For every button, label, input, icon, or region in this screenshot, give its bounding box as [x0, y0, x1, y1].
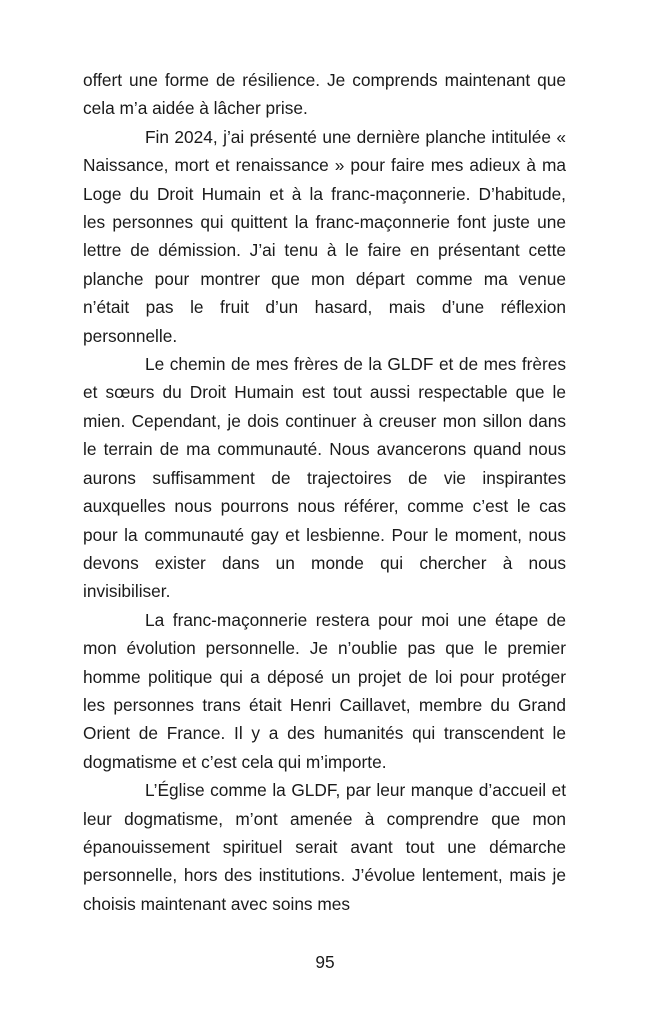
paragraph-church-and-gldf: L’Église comme la GLDF, par leur manque d’accueil et leur dogmatisme, m’ont amenée à comprendre que mon épanouissement spirituel serait avant tout une démarche personnelle, hors des institutions. J’évolue lentement, mais je choisis maintenant avec soins mes [83, 780, 566, 914]
page-body [83, 66, 566, 918]
paragraph-continuation: offert une forme de résilience. Je comprends maintenant que cela m’a aidée à lâcher prise. [83, 70, 566, 119]
paragraph-freemasonry-stage: La franc-maçonnerie restera pour moi une étape de mon évolution personnelle. Je n’oublie pas que le premier homme politique qui a déposé un projet de loi pour protéger les personnes trans était Henri Caillavet, membre du Grand Orient de France. Il y a des humanités qui transcendent le dogmatisme et c’est cela qui m’importe. [83, 609, 566, 772]
paragraph-farewell-planche: Fin 2024, j’ai présenté une dernière planche intitulée « Naissance, mort et renaissance » pour faire mes adieux à ma Loge du Droit Humain et à la franc-maçonnerie. D’habitude, les personnes qui quittent la franc-maçonnerie font juste une lettre de démission. J’ai tenu à le faire en présentant cette planche pour montrer que mon départ comme ma venue n’était pas le fruit d’un hasard, mais d’une réflexion personnelle. [83, 126, 566, 346]
paragraph-path-of-brothers: Le chemin de mes frères de la GLDF et de mes frères et sœurs du Droit Humain est tout aussi respectable que le mien. Cependant, je dois continuer à creuser mon sillon dans le terrain de ma communauté. Nous avancerons quand nous aurons suffisamment de trajectoires de vie inspirantes auxquelles nous pourrons nous référer, comme c’est le cas pour la communauté gay et lesbienne. Pour le moment, nous devons exister dans un monde qui chercher à nous invisibiliser. [83, 354, 566, 602]
page-number: 95 [315, 952, 335, 972]
